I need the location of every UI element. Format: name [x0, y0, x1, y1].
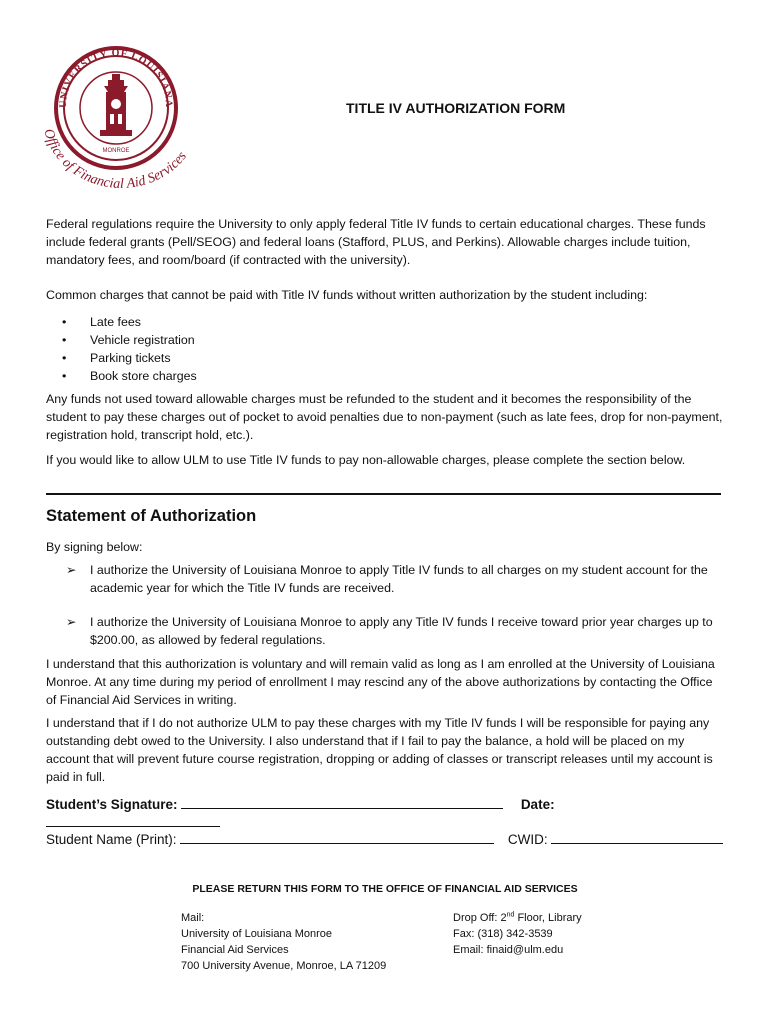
dropoff-contact — [453, 910, 582, 958]
authorization-item: ➢ I authorize the University of Louisiana Monroe to apply Title IV funds to all charges on my student account for the academic year for which the Title IV funds are received. — [66, 563, 708, 595]
cwid-label: CWID: — [507, 832, 548, 847]
arrow-bullet-icon: ➢ — [66, 615, 77, 629]
intro-paragraph-3: Any funds not used toward allowable charges must be refunded to the student and it becomes the responsibility of the student to pay these charges out of pocket to avoid penalties due to non-payment (such as late fees, drop for non-payment, registration hold, transcript hold, etc.). — [46, 392, 723, 442]
fax-number: Fax: (318) 342-3539 — [453, 928, 553, 940]
bullet-icon: • — [62, 369, 67, 383]
name-field[interactable] — [180, 829, 494, 844]
list-item: • Book store charges — [62, 369, 197, 383]
seal-ring-text: Office of Financial Aid Services — [40, 127, 190, 192]
name-label: Student Name (Print): — [46, 832, 177, 847]
date-field[interactable] — [46, 812, 220, 827]
intro-paragraph-2: Common charges that cannot be paid with Title IV funds without written authorization by the student including: — [46, 288, 648, 302]
intro-paragraph-1: Federal regulations require the University to only apply federal Title IV funds to certain educational charges. These funds include federal grants (Pell/SEOG) and federal loans (Stafford, PLUS, and Perkins). Allowable charges include tuition, mandatory fees, and room/board (if contracted with the university). — [46, 217, 706, 267]
dropoff-location: Drop Off: 2nd Floor, Library — [453, 911, 582, 924]
authorization-lead: By signing below: — [46, 540, 143, 554]
list-item: • Parking tickets — [62, 351, 171, 365]
mail-address: Mail: University of Louisiana Monroe Financial Aid Services 700 University Avenue, Monroe, LA 71209 — [181, 912, 387, 972]
seal-graphic — [38, 44, 198, 194]
cwid-field[interactable] — [551, 829, 723, 844]
signature-row — [46, 794, 726, 830]
authorization-item: ➢ I authorize the University of Louisiana Monroe to apply any Title IV funds I receive toward prior year charges up to $200.00, as allowed by federal regulations. — [66, 615, 713, 647]
email-address[interactable]: Email: finaid@ulm.edu — [453, 944, 564, 956]
arrow-bullet-icon: ➢ — [66, 563, 77, 577]
bullet-icon: • — [62, 351, 67, 365]
form-title: TITLE IV AUTHORIZATION FORM — [346, 100, 566, 116]
name-row — [46, 829, 726, 847]
list-item: • Late fees — [62, 315, 141, 329]
bullet-icon: • — [62, 315, 67, 329]
charges-list — [62, 313, 197, 385]
section-divider — [46, 493, 721, 495]
intro-paragraph-4: If you would like to allow ULM to use Title IV funds to pay non-allowable charges, please complete the section below. — [46, 453, 686, 467]
signature-field[interactable] — [181, 794, 503, 809]
date-label: Date: — [520, 797, 555, 812]
authorization-paragraph-2: I understand that if I do not authorize ULM to pay these charges with my Title IV funds I will be responsible for paying any outstanding debt owed to the University. I also understand that if I fail to pay the balance, a hold will be placed on my account that will prevent future course registration, dropping or adding of classes or transcript releases until my account is paid in full. — [46, 716, 713, 784]
seal-top-text: UNIVERSITY OF LOUISIANA — [57, 48, 175, 109]
seal-bottom-text: MONROE — [102, 148, 130, 154]
authorization-heading: Statement of Authorization — [46, 507, 257, 525]
bullet-icon: • — [62, 333, 67, 347]
list-item: • Vehicle registration — [62, 333, 195, 347]
signature-label: Student’s Signature: — [46, 797, 178, 812]
authorization-paragraph-1: I understand that this authorization is voluntary and will remain valid as long as I am enrolled at the University of Louisiana Monroe. At any time during my period of enrollment I may rescind any of the above authorizations by contacting the Office of Financial Aid Services in writing. — [46, 657, 715, 707]
university-seal-logo — [38, 44, 198, 194]
return-instructions: PLEASE RETURN THIS FORM TO THE OFFICE OF FINANCIAL AID SERVICES — [192, 883, 578, 895]
